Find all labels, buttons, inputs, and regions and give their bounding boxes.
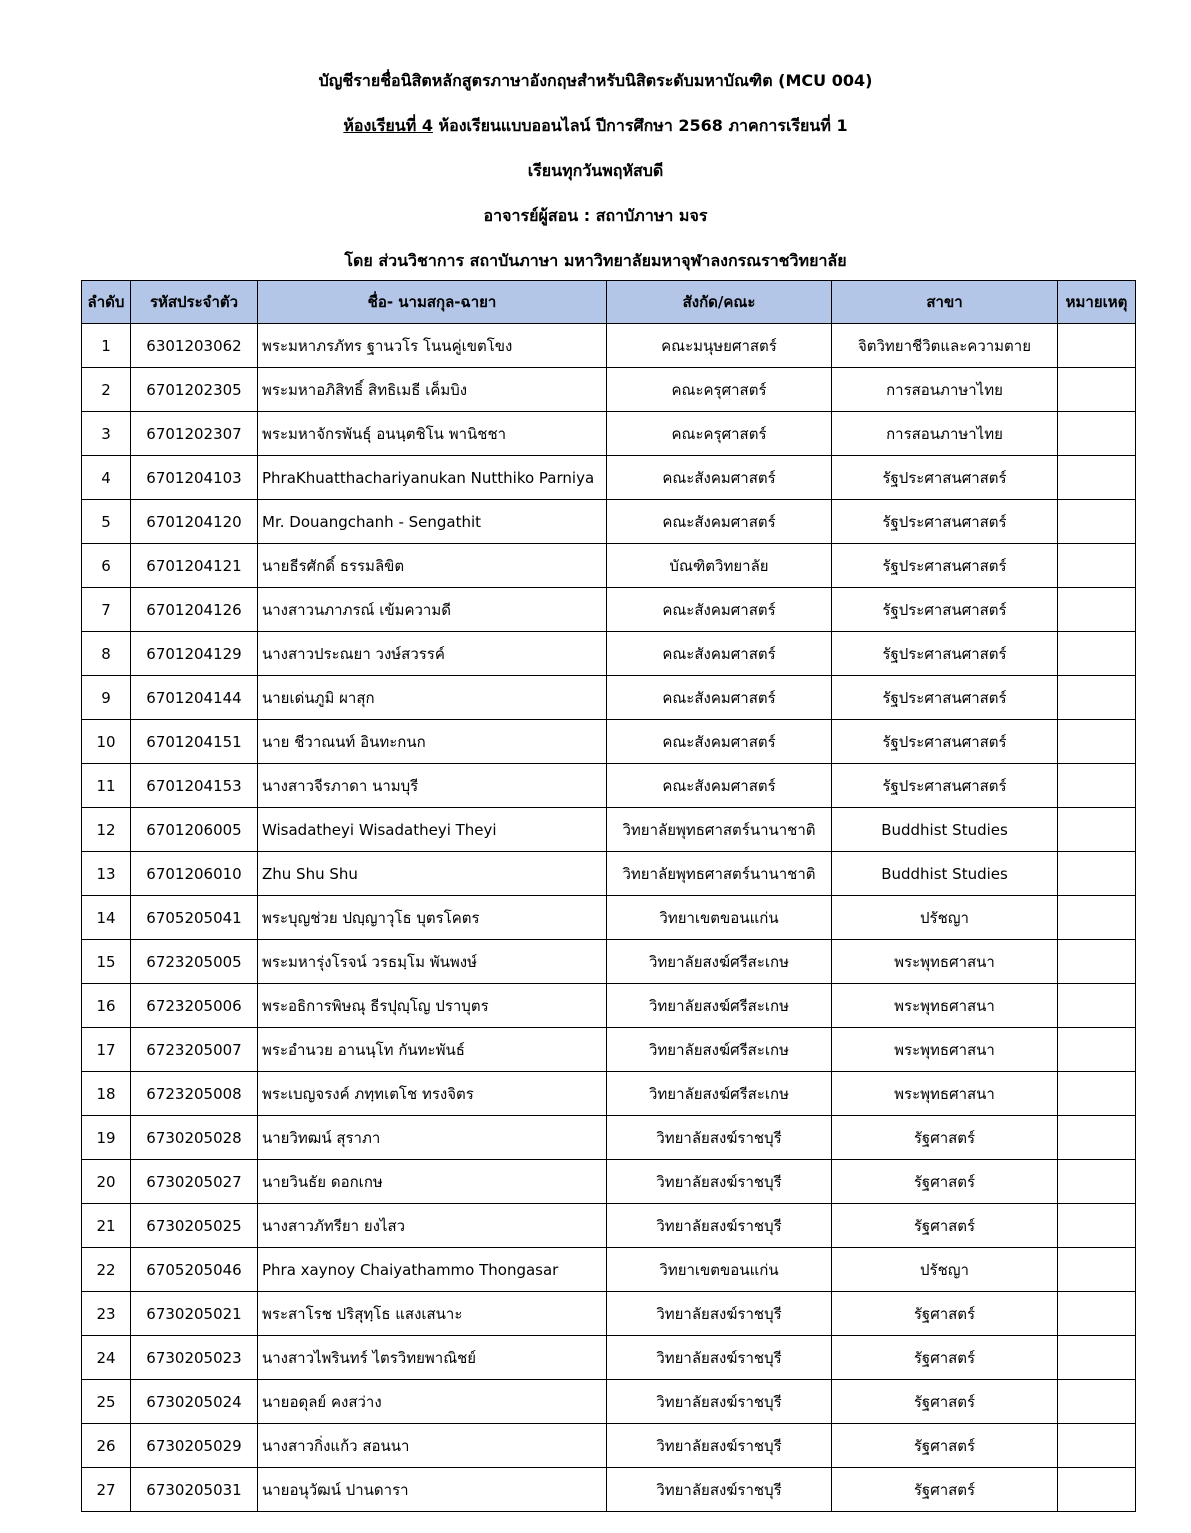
row-number-cell: 26 <box>82 1424 131 1468</box>
major-cell: รัฐศาสตร์ <box>832 1468 1058 1512</box>
table-row <box>82 1072 1136 1116</box>
major-cell: รัฐประศาสนศาสตร์ <box>832 500 1058 544</box>
table-row <box>82 1248 1136 1292</box>
note-cell <box>1058 588 1136 632</box>
major-cell: รัฐศาสตร์ <box>832 1116 1058 1160</box>
table-row <box>82 1336 1136 1380</box>
instructor-line: อาจารย์ผู้สอน : สถาบัภาษา มจร <box>483 206 708 225</box>
table-row <box>82 1380 1136 1424</box>
table-row <box>82 500 1136 544</box>
row-number-cell: 7 <box>82 588 131 632</box>
room-detail: ห้องเรียนแบบออนไลน์ ปีการศึกษา 2568 ภาคการเรียนที่ 1 <box>432 116 848 135</box>
student-id-cell: 6730205029 <box>131 1424 258 1468</box>
table-row <box>82 1292 1136 1336</box>
row-number-cell: 25 <box>82 1380 131 1424</box>
faculty-cell: วิทยาลัยสงฆ์ศรีสะเกษ <box>607 984 832 1028</box>
student-id-cell: 6701204144 <box>131 676 258 720</box>
faculty-cell: วิทยาลัยสงฆ์ราชบุรี <box>607 1380 832 1424</box>
major-cell: Buddhist Studies <box>832 808 1058 852</box>
major-cell: รัฐศาสตร์ <box>832 1380 1058 1424</box>
note-cell <box>1058 1424 1136 1468</box>
student-name-cell: นางสาวนภาภรณ์ เข้มความดี <box>258 588 607 632</box>
major-cell: รัฐศาสตร์ <box>832 1292 1058 1336</box>
faculty-cell: คณะสังคมศาสตร์ <box>607 500 832 544</box>
row-number-cell: 23 <box>82 1292 131 1336</box>
column-header-major: สาขา <box>832 281 1058 324</box>
major-cell: รัฐประศาสนศาสตร์ <box>832 764 1058 808</box>
column-header-student-id: รหัสประจำตัว <box>131 281 258 324</box>
table-header-row <box>82 281 1136 324</box>
faculty-cell: คณะสังคมศาสตร์ <box>607 632 832 676</box>
student-name-cell: พระอธิการพิษณุ ธีรปุญฺโญ ปราบุตร <box>258 984 607 1028</box>
row-number-cell: 3 <box>82 412 131 456</box>
student-name-cell: พระมหาจักรพันธุ์ อนนฺตชิโน พานิชชา <box>258 412 607 456</box>
student-name-cell: นางสาวกิ่งแก้ว สอนนา <box>258 1424 607 1468</box>
student-id-cell: 6701204129 <box>131 632 258 676</box>
table-row <box>82 720 1136 764</box>
note-cell <box>1058 1380 1136 1424</box>
note-cell <box>1058 1160 1136 1204</box>
major-cell: พระพุทธศาสนา <box>832 940 1058 984</box>
student-id-cell: 6301203062 <box>131 324 258 368</box>
student-id-cell: 6730205024 <box>131 1380 258 1424</box>
row-number-cell: 17 <box>82 1028 131 1072</box>
faculty-cell: วิทยาลัยพุทธศาสตร์นานาชาติ <box>607 852 832 896</box>
note-cell <box>1058 940 1136 984</box>
table-row <box>82 676 1136 720</box>
faculty-cell: คณะครุศาสตร์ <box>607 412 832 456</box>
student-id-cell: 6730205021 <box>131 1292 258 1336</box>
student-name-cell: PhraKhuatthachariyanukan Nutthiko Parniya <box>258 456 607 500</box>
student-id-cell: 6730205025 <box>131 1204 258 1248</box>
column-header-number: ลำดับ <box>82 281 131 324</box>
student-id-cell: 6701204126 <box>131 588 258 632</box>
faculty-cell: คณะสังคมศาสตร์ <box>607 456 832 500</box>
student-id-cell: 6701204121 <box>131 544 258 588</box>
table-row <box>82 1160 1136 1204</box>
note-cell <box>1058 368 1136 412</box>
student-id-cell: 6701204151 <box>131 720 258 764</box>
table-row <box>82 632 1136 676</box>
row-number-cell: 10 <box>82 720 131 764</box>
row-number-cell: 18 <box>82 1072 131 1116</box>
row-number-cell: 19 <box>82 1116 131 1160</box>
table-row <box>82 1116 1136 1160</box>
student-id-cell: 6730205027 <box>131 1160 258 1204</box>
note-cell <box>1058 1072 1136 1116</box>
student-id-cell: 6705205041 <box>131 896 258 940</box>
table-row <box>82 588 1136 632</box>
table-row <box>82 456 1136 500</box>
column-header-name: ชื่อ- นามสกุล-ฉายา <box>258 281 607 324</box>
table-row <box>82 764 1136 808</box>
note-cell <box>1058 720 1136 764</box>
table-row <box>82 1468 1136 1512</box>
note-cell <box>1058 1028 1136 1072</box>
table-row <box>82 940 1136 984</box>
student-id-cell: 6730205028 <box>131 1116 258 1160</box>
table-row <box>82 1424 1136 1468</box>
student-id-cell: 6701206010 <box>131 852 258 896</box>
faculty-cell: คณะครุศาสตร์ <box>607 368 832 412</box>
student-name-cell: Wisadatheyi Wisadatheyi Theyi <box>258 808 607 852</box>
student-id-cell: 6701204103 <box>131 456 258 500</box>
student-name-cell: นายธีรศักดิ์ ธรรมลิขิต <box>258 544 607 588</box>
row-number-cell: 1 <box>82 324 131 368</box>
row-number-cell: 6 <box>82 544 131 588</box>
note-cell <box>1058 632 1136 676</box>
table-row <box>82 368 1136 412</box>
row-number-cell: 20 <box>82 1160 131 1204</box>
major-cell: รัฐศาสตร์ <box>832 1336 1058 1380</box>
major-cell: การสอนภาษาไทย <box>832 412 1058 456</box>
faculty-cell: คณะสังคมศาสตร์ <box>607 588 832 632</box>
student-name-cell: นางสาวไพรินทร์ ไตรวิทยพาณิชย์ <box>258 1336 607 1380</box>
faculty-cell: คณะสังคมศาสตร์ <box>607 720 832 764</box>
faculty-cell: วิทยาลัยสงฆ์ราชบุรี <box>607 1160 832 1204</box>
note-cell <box>1058 1292 1136 1336</box>
major-cell: Buddhist Studies <box>832 852 1058 896</box>
major-cell: รัฐประศาสนศาสตร์ <box>832 588 1058 632</box>
student-id-cell: 6705205046 <box>131 1248 258 1292</box>
major-cell: รัฐประศาสนศาสตร์ <box>832 676 1058 720</box>
student-id-cell: 6701202307 <box>131 412 258 456</box>
table-row <box>82 984 1136 1028</box>
row-number-cell: 5 <box>82 500 131 544</box>
document-header <box>0 58 1191 283</box>
student-name-cell: พระอำนวย อานนฺโท กันทะพันธ์ <box>258 1028 607 1072</box>
student-name-cell: Phra xaynoy Chaiyathammo Thongasar <box>258 1248 607 1292</box>
row-number-cell: 24 <box>82 1336 131 1380</box>
student-name-cell: นายเด่นภูมิ ผาสุก <box>258 676 607 720</box>
major-cell: พระพุทธศาสนา <box>832 1028 1058 1072</box>
row-number-cell: 8 <box>82 632 131 676</box>
student-id-cell: 6723205006 <box>131 984 258 1028</box>
major-cell: พระพุทธศาสนา <box>832 1072 1058 1116</box>
student-name-cell: นางสาวประณยา วงษ์สวรรค์ <box>258 632 607 676</box>
student-name-cell: Zhu Shu Shu <box>258 852 607 896</box>
row-number-cell: 9 <box>82 676 131 720</box>
note-cell <box>1058 1248 1136 1292</box>
row-number-cell: 4 <box>82 456 131 500</box>
note-cell <box>1058 808 1136 852</box>
student-name-cell: นายอดุลย์ คงสว่าง <box>258 1380 607 1424</box>
table-row <box>82 412 1136 456</box>
row-number-cell: 27 <box>82 1468 131 1512</box>
row-number-cell: 22 <box>82 1248 131 1292</box>
room-line <box>0 103 1191 148</box>
faculty-cell: บัณฑิตวิทยาลัย <box>607 544 832 588</box>
faculty-cell: วิทยาลัยสงฆ์ราชบุรี <box>607 1424 832 1468</box>
major-cell: ปรัชญา <box>832 896 1058 940</box>
faculty-cell: วิทยาลัยสงฆ์ศรีสะเกษ <box>607 1072 832 1116</box>
student-name-cell: พระบุญช่วย ปญฺญาวุโธ บุตรโคตร <box>258 896 607 940</box>
major-cell: รัฐศาสตร์ <box>832 1160 1058 1204</box>
note-cell <box>1058 896 1136 940</box>
row-number-cell: 16 <box>82 984 131 1028</box>
major-cell: รัฐประศาสนศาสตร์ <box>832 720 1058 764</box>
row-number-cell: 21 <box>82 1204 131 1248</box>
row-number-cell: 14 <box>82 896 131 940</box>
note-cell <box>1058 544 1136 588</box>
note-cell <box>1058 500 1136 544</box>
student-name-cell: นายวินธัย ดอกเกษ <box>258 1160 607 1204</box>
student-id-cell: 6723205007 <box>131 1028 258 1072</box>
major-cell: ปรัชญา <box>832 1248 1058 1292</box>
faculty-cell: วิทยาลัยสงฆ์ราชบุรี <box>607 1204 832 1248</box>
schedule-line: เรียนทุกวันพฤหัสบดี <box>527 161 664 180</box>
student-name-cell: นางสาวจีรภาดา นามบุรี <box>258 764 607 808</box>
major-cell: จิตวิทยาชีวิตและความตาย <box>832 324 1058 368</box>
column-header-faculty: สังกัด/คณะ <box>607 281 832 324</box>
major-cell: การสอนภาษาไทย <box>832 368 1058 412</box>
student-name-cell: นายวิทฒน์ สุราภา <box>258 1116 607 1160</box>
table-row <box>82 544 1136 588</box>
student-name-cell: พระเบญจรงค์ ภทฺทเตโช ทรงจิตร <box>258 1072 607 1116</box>
student-name-cell: นางสาวภัทรียา ยงไสว <box>258 1204 607 1248</box>
row-number-cell: 11 <box>82 764 131 808</box>
student-roster-table <box>81 280 1136 1512</box>
student-name-cell: นาย ชีวาณนท์ อินทะกนก <box>258 720 607 764</box>
table-row <box>82 324 1136 368</box>
row-number-cell: 12 <box>82 808 131 852</box>
organizer-line: โดย ส่วนวิชาการ สถาบันภาษา มหาวิทยาลัยมหาจุฬาลงกรณราชวิทยาลัย <box>344 251 847 270</box>
faculty-cell: วิทยาลัยสงฆ์ศรีสะเกษ <box>607 940 832 984</box>
major-cell: รัฐประศาสนศาสตร์ <box>832 632 1058 676</box>
table-row <box>82 852 1136 896</box>
student-id-cell: 6730205031 <box>131 1468 258 1512</box>
faculty-cell: วิทยาลัยสงฆ์ศรีสะเกษ <box>607 1028 832 1072</box>
student-id-cell: 6730205023 <box>131 1336 258 1380</box>
note-cell <box>1058 852 1136 896</box>
column-header-note: หมายเหตุ <box>1058 281 1136 324</box>
faculty-cell: วิทยาลัยสงฆ์ราชบุรี <box>607 1468 832 1512</box>
major-cell: รัฐประศาสนศาสตร์ <box>832 544 1058 588</box>
faculty-cell: วิทยาลัยพุทธศาสตร์นานาชาติ <box>607 808 832 852</box>
student-id-cell: 6701206005 <box>131 808 258 852</box>
faculty-cell: คณะสังคมศาสตร์ <box>607 764 832 808</box>
row-number-cell: 2 <box>82 368 131 412</box>
table-body <box>82 324 1136 1512</box>
note-cell <box>1058 676 1136 720</box>
note-cell <box>1058 984 1136 1028</box>
table-row <box>82 808 1136 852</box>
faculty-cell: คณะมนุษยศาสตร์ <box>607 324 832 368</box>
note-cell <box>1058 1116 1136 1160</box>
room-label: ห้องเรียนที่ 4 <box>343 116 433 135</box>
faculty-cell: วิทยาเขตขอนแก่น <box>607 1248 832 1292</box>
student-name-cell: นายอนุวัฒน์ ปานดารา <box>258 1468 607 1512</box>
note-cell <box>1058 324 1136 368</box>
note-cell <box>1058 1468 1136 1512</box>
major-cell: รัฐศาสตร์ <box>832 1424 1058 1468</box>
major-cell: พระพุทธศาสนา <box>832 984 1058 1028</box>
faculty-cell: วิทยาลัยสงฆ์ราชบุรี <box>607 1336 832 1380</box>
student-id-cell: 6701202305 <box>131 368 258 412</box>
student-id-cell: 6701204120 <box>131 500 258 544</box>
note-cell <box>1058 1204 1136 1248</box>
row-number-cell: 13 <box>82 852 131 896</box>
student-id-cell: 6723205008 <box>131 1072 258 1116</box>
faculty-cell: คณะสังคมศาสตร์ <box>607 676 832 720</box>
note-cell <box>1058 456 1136 500</box>
faculty-cell: วิทยาลัยสงฆ์ราชบุรี <box>607 1116 832 1160</box>
faculty-cell: วิทยาลัยสงฆ์ราชบุรี <box>607 1292 832 1336</box>
note-cell <box>1058 412 1136 456</box>
student-name-cell: พระมหาภรภัทร ฐานวโร โนนคู่เขตโขง <box>258 324 607 368</box>
major-cell: รัฐศาสตร์ <box>832 1204 1058 1248</box>
student-name-cell: Mr. Douangchanh - Sengathit <box>258 500 607 544</box>
student-id-cell: 6701204153 <box>131 764 258 808</box>
row-number-cell: 15 <box>82 940 131 984</box>
student-id-cell: 6723205005 <box>131 940 258 984</box>
table-row <box>82 1028 1136 1072</box>
student-name-cell: พระมหารุ่งโรจน์ วรธมฺโม พันพงษ์ <box>258 940 607 984</box>
faculty-cell: วิทยาเขตขอนแก่น <box>607 896 832 940</box>
note-cell <box>1058 764 1136 808</box>
table-row <box>82 1204 1136 1248</box>
note-cell <box>1058 1336 1136 1380</box>
document-title: บัญชีรายชื่อนิสิตหลักสูตรภาษาอังกฤษสำหรับนิสิตระดับมหาบัณฑิต (MCU 004) <box>318 71 873 90</box>
student-name-cell: พระสาโรช ปริสุทฺโธ แสงเสนาะ <box>258 1292 607 1336</box>
table-row <box>82 896 1136 940</box>
major-cell: รัฐประศาสนศาสตร์ <box>832 456 1058 500</box>
student-name-cell: พระมหาอภิสิทธิ์ สิทธิเมธี เค็มบิง <box>258 368 607 412</box>
